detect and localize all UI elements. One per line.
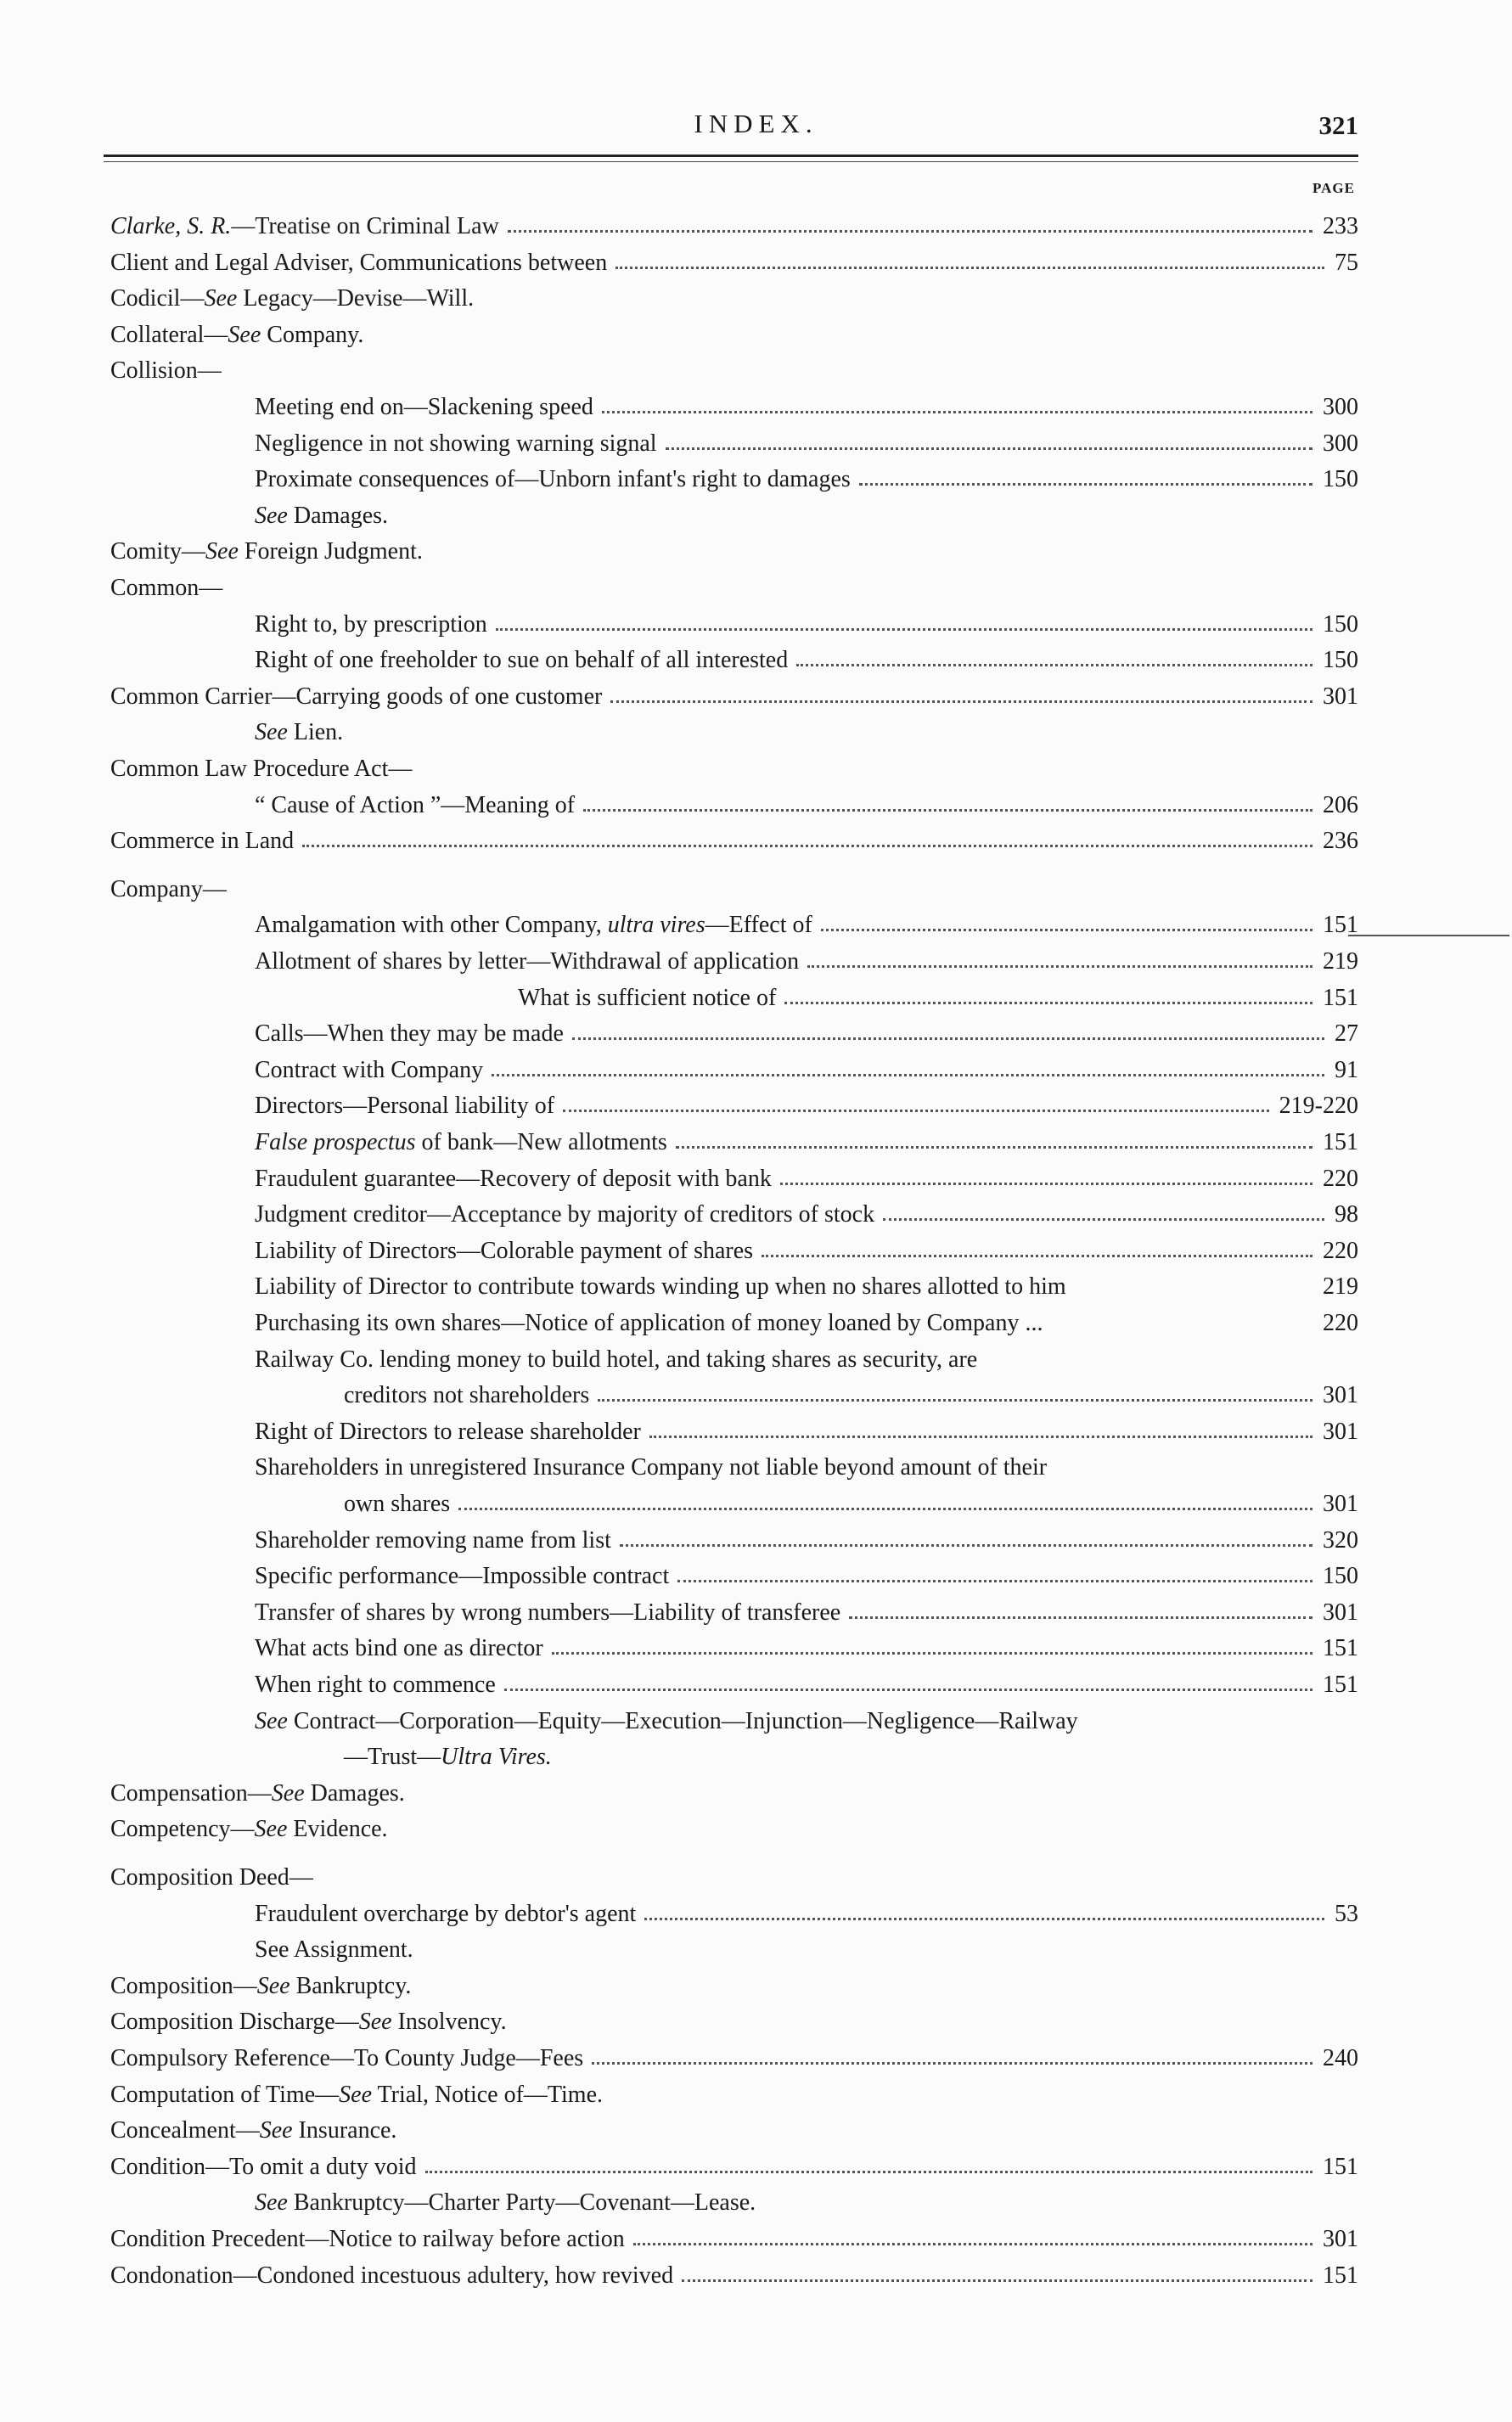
index-entry bbox=[0, 1486, 1358, 1522]
dot-leader bbox=[849, 1608, 1312, 1619]
entry-text-part: Fraudulent guarantee—Recovery of deposit with bank bbox=[255, 1165, 772, 1192]
entry-text-part: Common— bbox=[110, 575, 223, 601]
entry-text bbox=[255, 788, 575, 823]
index-entry bbox=[0, 2004, 1358, 2040]
index-entry bbox=[0, 245, 1358, 281]
dot-leader bbox=[508, 222, 1312, 233]
entry-text bbox=[255, 1932, 413, 1968]
entry-text-part: Common Carrier—Carrying goods of one customer bbox=[110, 683, 603, 710]
index-entry bbox=[0, 462, 1358, 497]
index-entry bbox=[0, 1306, 1358, 1341]
entry-text-part: Compensation— bbox=[110, 1779, 272, 1807]
entry-text bbox=[255, 1016, 564, 1052]
entry-page-ref: 240 bbox=[1323, 2045, 1358, 2071]
entry-text-part: Competency— bbox=[110, 1816, 255, 1843]
entry-text-part: Compulsory Reference—To County Judge—Fees bbox=[110, 2045, 584, 2071]
entry-text-part: Comity— bbox=[110, 538, 206, 565]
dot-leader bbox=[784, 993, 1312, 1004]
entry-text-part: Composition Discharge— bbox=[110, 2009, 359, 2036]
index-entry bbox=[0, 1197, 1358, 1233]
entry-text bbox=[344, 1378, 589, 1413]
entry-text-part: Transfer of shares by wrong numbers—Liability of transferee bbox=[255, 1599, 841, 1626]
entry-page-ref: 301 bbox=[1323, 683, 1358, 710]
entry-text-part: Shareholders in unregistered Insurance Company not liable beyond amount of their bbox=[255, 1454, 1048, 1481]
entry-text bbox=[110, 823, 294, 859]
page-number: 321 bbox=[1318, 110, 1358, 140]
index-entry bbox=[0, 2149, 1358, 2185]
dot-leader bbox=[563, 1101, 1269, 1112]
entry-text-part: Condition—To omit a duty void bbox=[110, 2153, 417, 2180]
entry-page-ref: 151 bbox=[1323, 912, 1358, 939]
entry-text-part: See Assignment. bbox=[255, 1936, 413, 1964]
dot-leader bbox=[807, 957, 1312, 968]
index-entry bbox=[0, 1523, 1358, 1559]
index-entry bbox=[0, 1704, 1358, 1739]
entry-text bbox=[110, 751, 412, 787]
entry-text-part: Condonation—Condoned incestuous adultery, how revived bbox=[110, 2262, 674, 2289]
entry-text-italic: False prospectus bbox=[255, 1129, 416, 1155]
entry-text-part: Collateral— bbox=[110, 321, 228, 348]
entry-text-part: of bank—New allotments bbox=[415, 1129, 667, 1155]
index-entry bbox=[0, 908, 1358, 943]
entry-text-part: Client and Legal Adviser, Communications between bbox=[110, 249, 608, 276]
index-entry bbox=[0, 281, 1358, 317]
entry-text-part: Condition Precedent—Notice to railway before action bbox=[110, 2226, 625, 2252]
entry-text-part: Contract—Corporation—Equity—Execution—Injunction—Negligence—Railway bbox=[287, 1707, 1078, 1734]
dot-leader bbox=[492, 1065, 1324, 1076]
index-entry bbox=[0, 570, 1358, 606]
entry-text-part: Company. bbox=[261, 321, 364, 348]
entry-page-ref: 151 bbox=[1323, 2153, 1358, 2180]
dot-leader bbox=[821, 920, 1312, 931]
entry-text-part: Evidence. bbox=[287, 1816, 388, 1843]
dot-leader bbox=[677, 1571, 1312, 1582]
entry-page-ref: 151 bbox=[1323, 1672, 1358, 1698]
entry-text-part: Trial, Notice of—Time. bbox=[372, 2081, 604, 2108]
entry-text bbox=[110, 245, 607, 281]
dot-leader bbox=[458, 1499, 1312, 1510]
index-entry bbox=[0, 1125, 1358, 1160]
dot-leader bbox=[504, 1680, 1312, 1691]
entry-text-part: Liability of Director to contribute towards winding up when no shares allotted to him bbox=[255, 1273, 1066, 1301]
index-entry bbox=[0, 607, 1358, 643]
entry-text bbox=[255, 390, 593, 425]
entry-page-ref: 219 bbox=[1323, 1273, 1358, 1301]
entry-page-ref: 220 bbox=[1323, 1310, 1358, 1336]
index-entry bbox=[0, 1595, 1358, 1631]
dot-leader bbox=[796, 655, 1312, 666]
entry-text bbox=[110, 2041, 583, 2076]
entry-text-part: Legacy—Devise—Will. bbox=[237, 285, 475, 312]
entry-text bbox=[110, 1860, 313, 1896]
entry-text-part: Foreign Judgment. bbox=[238, 538, 423, 565]
header-rule-thin bbox=[104, 161, 1358, 162]
index-entry bbox=[0, 1559, 1358, 1594]
entry-text-italic: See bbox=[358, 2009, 392, 2036]
dot-leader bbox=[496, 620, 1312, 631]
entry-page-ref: 150 bbox=[1323, 466, 1358, 493]
entry-text-italic: See bbox=[255, 719, 288, 746]
entry-page-ref: 151 bbox=[1323, 1129, 1358, 1155]
entry-text-italic: See bbox=[254, 1816, 288, 1843]
entry-text-part: own shares bbox=[344, 1491, 451, 1517]
entry-page-ref: 301 bbox=[1323, 1491, 1358, 1517]
entry-page-ref: 151 bbox=[1323, 1635, 1358, 1662]
entry-text-part: Bankruptcy—Charter Party—Covenant—Lease. bbox=[287, 2189, 756, 2217]
entry-text-part: Common Law Procedure Act— bbox=[110, 756, 413, 782]
entry-text-part: Damages. bbox=[304, 1779, 405, 1807]
entry-page-ref: 236 bbox=[1323, 828, 1358, 855]
entry-text bbox=[110, 209, 499, 244]
index-entry bbox=[0, 1860, 1358, 1896]
page-column-label: PAGE bbox=[1312, 180, 1355, 196]
index-entry bbox=[0, 534, 1358, 570]
entry-page-ref: 206 bbox=[1323, 791, 1358, 818]
entry-text-part: Contract with Company bbox=[255, 1056, 484, 1083]
dot-leader bbox=[780, 1174, 1312, 1185]
entry-text bbox=[255, 607, 487, 643]
entry-page-ref: 53 bbox=[1335, 1900, 1358, 1927]
entry-text-part: Amalgamation with other Company, bbox=[255, 912, 608, 939]
entry-text-part: Calls—When they may be made bbox=[255, 1020, 564, 1048]
index-entry bbox=[0, 498, 1358, 534]
dot-leader bbox=[615, 258, 1324, 269]
entry-text bbox=[518, 981, 776, 1016]
index-entry bbox=[0, 679, 1358, 715]
index-entry bbox=[0, 2077, 1358, 2113]
entry-text-part: —Trust— bbox=[344, 1744, 441, 1771]
entry-text-part: Company— bbox=[110, 875, 227, 902]
entry-text bbox=[255, 1414, 641, 1450]
entry-page-ref: 150 bbox=[1323, 1563, 1358, 1590]
index-entry bbox=[0, 1776, 1358, 1812]
entry-text-part: Directors—Personal liability of bbox=[255, 1093, 555, 1120]
index-entry bbox=[0, 1812, 1358, 1847]
index-entry bbox=[0, 823, 1358, 859]
entry-page-ref: 75 bbox=[1335, 249, 1358, 276]
index-entry bbox=[0, 1161, 1358, 1197]
entry-page-ref: 219-220 bbox=[1279, 1093, 1358, 1120]
entry-page-ref: 219 bbox=[1323, 948, 1358, 975]
index-entry bbox=[0, 788, 1358, 823]
entry-text bbox=[255, 1704, 1078, 1739]
entry-text-part: Computation of Time— bbox=[110, 2081, 340, 2108]
entry-text-part: Specific performance—Impossible contract bbox=[255, 1563, 670, 1590]
entry-text bbox=[255, 1197, 874, 1233]
index-entry bbox=[0, 1378, 1358, 1413]
index-entry bbox=[0, 2113, 1358, 2149]
dot-leader bbox=[592, 2054, 1312, 2065]
index-entry bbox=[0, 1932, 1358, 1968]
entry-text-italic: See bbox=[271, 1779, 305, 1807]
stray-mark bbox=[1348, 935, 1509, 936]
entry-text-part: Commerce in Land bbox=[110, 828, 295, 855]
entry-text-part: —Effect of bbox=[705, 912, 812, 939]
entry-text bbox=[344, 1739, 552, 1775]
entry-text-part: Judgment creditor—Acceptance by majority of creditors of stock bbox=[255, 1201, 875, 1228]
entry-page-ref: 301 bbox=[1323, 2226, 1358, 2252]
entry-text bbox=[110, 2004, 507, 2040]
entry-text bbox=[255, 1342, 977, 1378]
entry-text bbox=[110, 353, 222, 389]
entry-page-ref: 27 bbox=[1335, 1020, 1358, 1048]
entry-text-part: What acts bind one as director bbox=[255, 1635, 543, 1662]
entry-page-ref: 301 bbox=[1323, 1382, 1358, 1409]
entry-text bbox=[255, 1897, 636, 1932]
dot-leader bbox=[676, 1138, 1312, 1149]
index-entry bbox=[0, 1897, 1358, 1932]
entry-text bbox=[255, 1233, 753, 1269]
index-entry bbox=[0, 1414, 1358, 1450]
dot-leader bbox=[583, 801, 1312, 812]
index-entry bbox=[0, 1969, 1358, 2004]
index-entry bbox=[0, 1088, 1358, 1124]
dot-leader bbox=[682, 2271, 1312, 2282]
entry-text-part: Composition Deed— bbox=[110, 1864, 313, 1891]
dot-leader bbox=[610, 692, 1312, 703]
entry-text bbox=[110, 2222, 625, 2257]
entry-text-part: Liability of Directors—Colorable payment of shares bbox=[255, 1237, 754, 1264]
entry-text-part: Allotment of shares by letter—Withdrawal of application bbox=[255, 948, 800, 975]
entry-text-italic: See bbox=[205, 538, 239, 565]
entry-text bbox=[255, 1667, 496, 1703]
entry-text bbox=[255, 908, 812, 943]
entry-text bbox=[255, 715, 343, 750]
index-entry bbox=[0, 1342, 1358, 1378]
entry-text-part: Bankruptcy. bbox=[289, 1972, 412, 1999]
index-entry bbox=[0, 1053, 1358, 1088]
entry-text-part: When right to commence bbox=[255, 1672, 496, 1698]
entry-text bbox=[110, 2149, 417, 2185]
entry-text bbox=[255, 1053, 483, 1088]
entry-text-italic: Ultra Vires. bbox=[441, 1744, 552, 1771]
index-entry bbox=[0, 2258, 1358, 2294]
index-entry bbox=[0, 1016, 1358, 1052]
entry-page-ref: 320 bbox=[1323, 1526, 1358, 1554]
dot-leader bbox=[302, 836, 1312, 847]
index-entry bbox=[0, 353, 1358, 389]
entry-page-ref: 300 bbox=[1323, 394, 1358, 420]
entry-text bbox=[255, 426, 657, 462]
entry-text bbox=[255, 498, 388, 534]
entry-text-part: “ Cause of Action ”—Meaning of bbox=[255, 791, 576, 818]
index-entry bbox=[0, 1631, 1358, 1666]
entry-text-italic: See bbox=[255, 1707, 288, 1734]
entry-text-italic: See bbox=[256, 1972, 290, 1999]
index-entry bbox=[0, 715, 1358, 750]
entry-page-ref: 150 bbox=[1323, 647, 1358, 674]
entry-text-italic: See bbox=[255, 2189, 288, 2217]
index-entry bbox=[0, 944, 1358, 980]
entry-text bbox=[110, 1812, 388, 1847]
index-entry bbox=[0, 872, 1358, 908]
entry-page-ref: 98 bbox=[1335, 1201, 1358, 1228]
entry-text-part: Negligence in not showing warning signal bbox=[255, 430, 657, 457]
entry-text-italic: See bbox=[255, 502, 288, 529]
entry-text bbox=[110, 679, 602, 715]
entry-text-part: What is sufficient notice of bbox=[518, 984, 777, 1011]
entry-text bbox=[110, 2258, 673, 2294]
index-entry bbox=[0, 426, 1358, 462]
entry-text bbox=[255, 1450, 1047, 1486]
entry-page-ref: 91 bbox=[1335, 1056, 1358, 1083]
dot-leader bbox=[602, 402, 1312, 413]
entry-text bbox=[110, 534, 423, 570]
index-entry bbox=[0, 1667, 1358, 1703]
entry-text-part: Damages. bbox=[287, 502, 389, 529]
index-entry bbox=[0, 643, 1358, 678]
entry-text bbox=[255, 1306, 1043, 1341]
entry-text bbox=[255, 1161, 772, 1197]
index-entry bbox=[0, 2041, 1358, 2076]
index-entry bbox=[0, 318, 1358, 353]
header-rule bbox=[104, 155, 1358, 157]
dot-leader bbox=[762, 1246, 1312, 1257]
entry-text bbox=[110, 872, 227, 908]
entry-text bbox=[255, 643, 788, 678]
entry-text-part: Codicil— bbox=[110, 285, 205, 312]
entry-text bbox=[110, 1969, 411, 2004]
entry-text-part: Insolvency. bbox=[391, 2009, 507, 2036]
index-entry bbox=[0, 1739, 1358, 1775]
dot-leader bbox=[425, 2162, 1312, 2173]
index-entry bbox=[0, 1233, 1358, 1269]
entry-text bbox=[255, 1088, 554, 1124]
entry-text-italic: See bbox=[228, 321, 261, 348]
entry-text-part: Composition— bbox=[110, 1972, 257, 1999]
entry-text-part: Shareholder removing name from list bbox=[255, 1526, 611, 1554]
entry-text bbox=[255, 1125, 667, 1160]
entry-page-ref: 151 bbox=[1323, 2262, 1358, 2289]
entry-text-part: Railway Co. lending money to build hotel, and taking shares as security, are bbox=[255, 1346, 978, 1373]
entry-text-part: Lien. bbox=[287, 719, 344, 746]
entry-page-ref: 220 bbox=[1323, 1237, 1358, 1264]
entry-text bbox=[255, 1559, 669, 1594]
page-title: INDEX. bbox=[694, 109, 818, 138]
dot-leader bbox=[666, 439, 1312, 450]
entry-text-part: creditors not shareholders bbox=[344, 1382, 590, 1409]
dot-leader bbox=[620, 1536, 1312, 1547]
entry-text-part: Right of one freeholder to sue on behalf of all interested bbox=[255, 647, 789, 674]
entry-text bbox=[255, 462, 851, 497]
entry-page-ref: 220 bbox=[1323, 1165, 1358, 1192]
entry-text-part: Purchasing its own shares—Notice of application of money loaned by Company ... bbox=[255, 1310, 1043, 1336]
dot-leader bbox=[649, 1427, 1312, 1438]
entry-text-part: Right to, by prescription bbox=[255, 610, 487, 638]
entry-text-part: Concealment— bbox=[110, 2117, 260, 2144]
index-entry bbox=[0, 209, 1358, 244]
entry-text-part: Collision— bbox=[110, 357, 222, 385]
entry-text bbox=[110, 2077, 603, 2113]
entry-text bbox=[255, 1523, 611, 1559]
index-entry bbox=[0, 1450, 1358, 1486]
entry-page-ref: 233 bbox=[1323, 213, 1358, 239]
entry-text-part: —Treatise on Criminal Law bbox=[231, 213, 499, 239]
entry-text-italic: ultra vires bbox=[607, 912, 705, 939]
entry-page-ref: 301 bbox=[1323, 1599, 1358, 1626]
dot-leader bbox=[883, 1210, 1324, 1221]
entry-text bbox=[255, 1595, 840, 1631]
entry-text-part: Meeting end on—Slackening speed bbox=[255, 394, 593, 420]
entry-text bbox=[110, 2113, 396, 2149]
entry-text bbox=[110, 570, 222, 606]
entry-text-part: Proximate consequences of—Unborn infant's right to damages bbox=[255, 466, 851, 493]
entry-text-italic: See bbox=[204, 285, 238, 312]
entry-text bbox=[255, 944, 799, 980]
entry-text-part: Fraudulent overcharge by debtor's agent bbox=[255, 1900, 637, 1927]
entry-text bbox=[255, 2185, 756, 2221]
entry-page-ref: 151 bbox=[1323, 984, 1358, 1011]
entry-text-italic: Clarke, S. R. bbox=[110, 213, 232, 239]
entry-page-ref: 150 bbox=[1323, 610, 1358, 638]
dot-leader bbox=[552, 1644, 1312, 1655]
entry-text bbox=[344, 1486, 450, 1522]
index-entry bbox=[0, 390, 1358, 425]
index-entry bbox=[0, 2185, 1358, 2221]
index-entry bbox=[0, 2222, 1358, 2257]
index-entry bbox=[0, 981, 1358, 1016]
entry-page-ref: 301 bbox=[1323, 1418, 1358, 1445]
entry-text bbox=[255, 1631, 543, 1666]
entry-text-part: Insurance. bbox=[292, 2117, 397, 2144]
entry-text bbox=[110, 281, 474, 317]
entry-text bbox=[110, 1776, 405, 1812]
dot-leader bbox=[633, 2234, 1312, 2245]
dot-leader bbox=[572, 1029, 1324, 1040]
entry-text-part: Right of Directors to release shareholder bbox=[255, 1418, 641, 1445]
dot-leader bbox=[644, 1909, 1324, 1920]
entry-text bbox=[110, 318, 363, 353]
entry-text bbox=[255, 1269, 1066, 1305]
dot-leader bbox=[598, 1391, 1312, 1402]
dot-leader bbox=[859, 475, 1312, 486]
entry-page-ref: 300 bbox=[1323, 430, 1358, 457]
index-entry bbox=[0, 751, 1358, 787]
index-entry bbox=[0, 1269, 1358, 1305]
entry-text-italic: See bbox=[339, 2081, 373, 2108]
entry-text-italic: See bbox=[259, 2117, 293, 2144]
